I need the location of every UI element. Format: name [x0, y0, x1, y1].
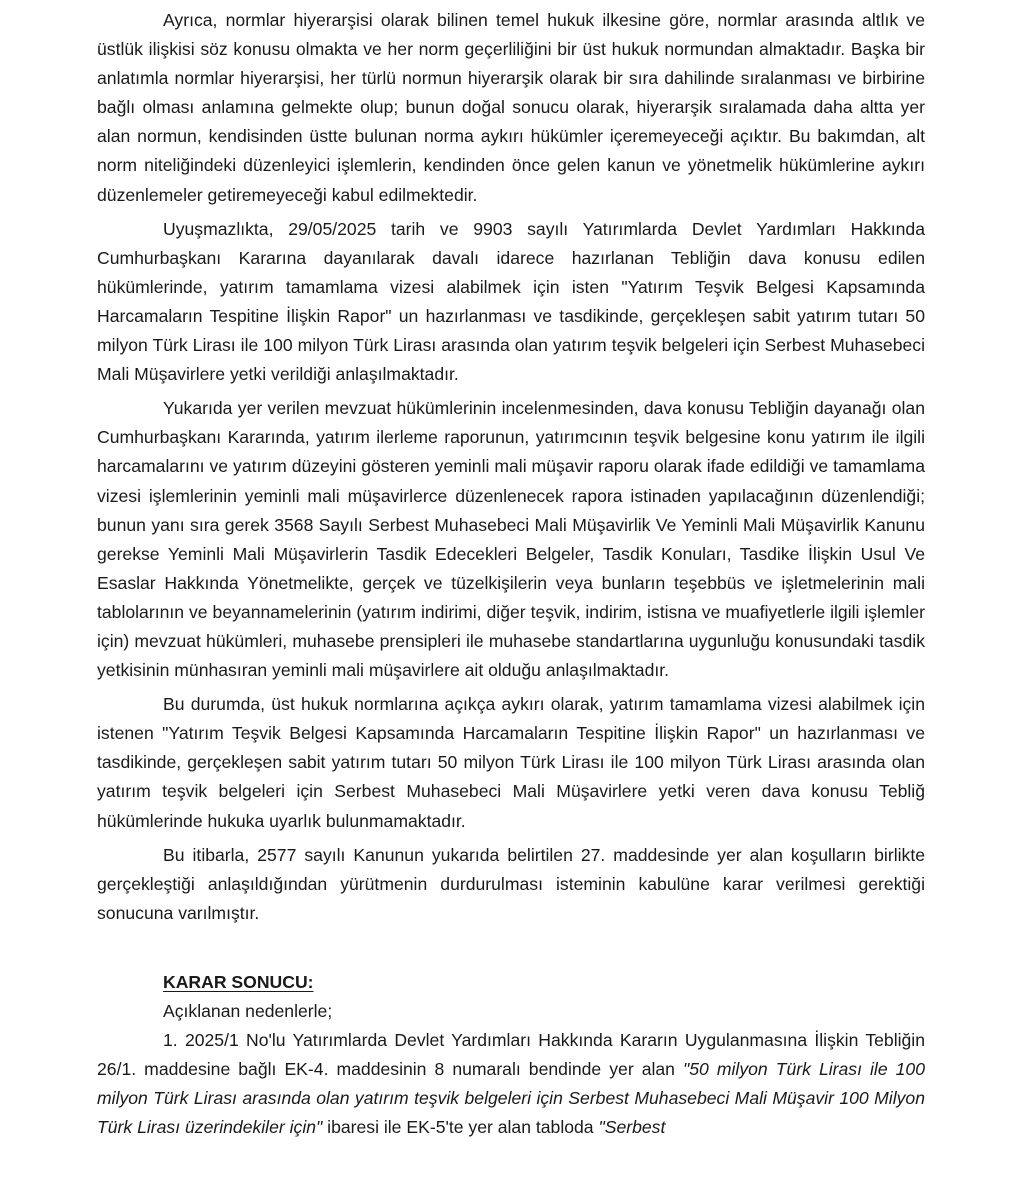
- decision-item-1-middle: ibaresi ile EK-5'te yer alan tabloda: [322, 1117, 599, 1138]
- decision-heading: KARAR SONUCU:: [163, 971, 314, 992]
- paragraph-conclusion-unlawful: Bu durumda, üst hukuk normlarına açıkça aykırı olarak, yatırım tamamlama vizesi alabilmek için istenen "Yatırım Teşvik Belgesi Kapsamında Harcamaların Tespitine İlişkin Rapor" un hazırlanması ve tasdikinde, gerçekleşen sabit yatırım tutarı 50 milyon Türk Lirası ile 100 milyon Türk Lirası arasında olan yatırım teşvik belgeleri için Serbest Muhasebeci Mali Müşavirlere yetki veren dava konusu Tebliğ hükümlerinde hukuka uyarlık bulunmamaktadır.: [97, 694, 925, 831]
- section-spacer: [97, 928, 925, 968]
- document-page: [97, 0, 925, 1142]
- paragraph-stay-of-execution: Bu itibarla, 2577 sayılı Kanunun yukarıda belirtilen 27. maddesinde yer alan koşulların birlikte gerçekleştiği anlaşıldığından yürütmenin durdurulması isteminin kabulüne karar verilmesi gerektiği sonucuna varılmıştır.: [97, 844, 925, 923]
- paragraph-dispute: Uyuşmazlıkta, 29/05/2025 tarih ve 9903 sayılı Yatırımlarda Devlet Yardımları Hakkında Cumhurbaşkanı Kararına dayanılarak davalı idarece hazırlanan Tebliğin dava konusu edilen hükümlerinde, yatırım tamamlama vizesi alabilmek için isten "Yatırım Teşvik Belgesi Kapsamında Harcamaların Tespitine İlişkin Rapor" un hazırlanması ve tasdikinde, gerçekleşen sabit yatırım tutarı 50 milyon Türk Lirası ile 100 milyon Türk Lirası arasında olan yatırım teşvik belgeleri için Serbest Muhasebeci Mali Müşavirlere yetki verildiği anlaşılmaktadır.: [97, 218, 925, 385]
- decision-item-1: [97, 1026, 925, 1142]
- paragraph-legislation-review: Yukarıda yer verilen mevzuat hükümlerinin incelenmesinden, dava konusu Tebliğin dayanağı olan Cumhurbaşkanı Kararında, yatırım ilerleme raporunun, yatırımcının teşvik belgesine konu yatırım ile ilgili harcamalarını ve yatırım düzeyini gösteren yeminli mali müşavir raporu olarak ifade edildiği ve tamamlama vizesi işlemlerinin yeminli mali müşavirlerce düzenlenecek rapora istinaden yapılacağının düzenlendiği; bunun yanı sıra gerek 3568 Sayılı Serbest Muhasebeci Mali Müşavirlik Ve Yeminli Mali Müşavirlik Kanunu gerekse Yeminli Mali Müşavirlerin Tasdik Edecekleri Belgeler, Tasdik Konuları, Tasdike İlişkin Usul Ve Esaslar Hakkında Yönetmelikte, gerçek ve tüzelkişilerin veya bunların teşebbüs ve işletmelerinin mali tablolarının ve beyannamelerinin (yatırım indirimi, diğer teşvik, indirim, istisna ve muafiyetlerle ilgili işlemler için) mevzuat hükümleri, muhasebe prensipleri ile muhasebe standartlarına uygunluğu konusundaki tasdik yetkisinin münhasıran yeminli mali müşavirlere ait olduğu anlaşılmaktadır.: [97, 398, 925, 681]
- decision-intro: Açıklanan nedenlerle;: [163, 1001, 333, 1021]
- decision-item-1-lead: 1. 2025/1 No'lu Yatırımlarda Devlet Yardımları Hakkında Kararın Uygulanmasına İlişkin Tebliğin 26/1. maddesine bağlı EK-4. maddesinin 8 numaralı bendinde yer alan: [97, 1030, 925, 1080]
- decision-item-1-tail: "Serbest: [598, 1117, 666, 1138]
- decision-item-1-quote: "50 milyon Türk Lirası ile 100 milyon Türk Lirası arasında olan yatırım teşvik belgeleri için Serbest Muhasebeci Mali Müşavir 100 Milyon Türk Lirası üzerindekiler için": [97, 1059, 926, 1138]
- paragraph-norm-hierarchy: Ayrıca, normlar hiyerarşisi olarak bilinen temel hukuk ilkesine göre, normlar arasında altlık ve üstlük ilişkisi söz konusu olmakta ve her norm geçerliliğini bir üst hukuk normundan almaktadır. Başka bir anlatımla normlar hiyerarşisi, her türlü normun hiyerarşik olarak bir sıra dahilinde sıralanması ve birbirine bağlı olması anlamına gelmekte olup; bunun doğal sonucu olarak, hiyerarşik sıralamada daha altta yer alan normun, kendisinden üstte bulunan norma aykırı hükümler içeremeyeceği açıktır. Bu bakımdan, alt norm niteliğindeki düzenleyici işlemlerin, kendinden önce gelen kanun ve yönetmelik hükümlerine aykırı düzenlemeler getiremeyeceği kabul edilmektedir.: [97, 10, 925, 205]
